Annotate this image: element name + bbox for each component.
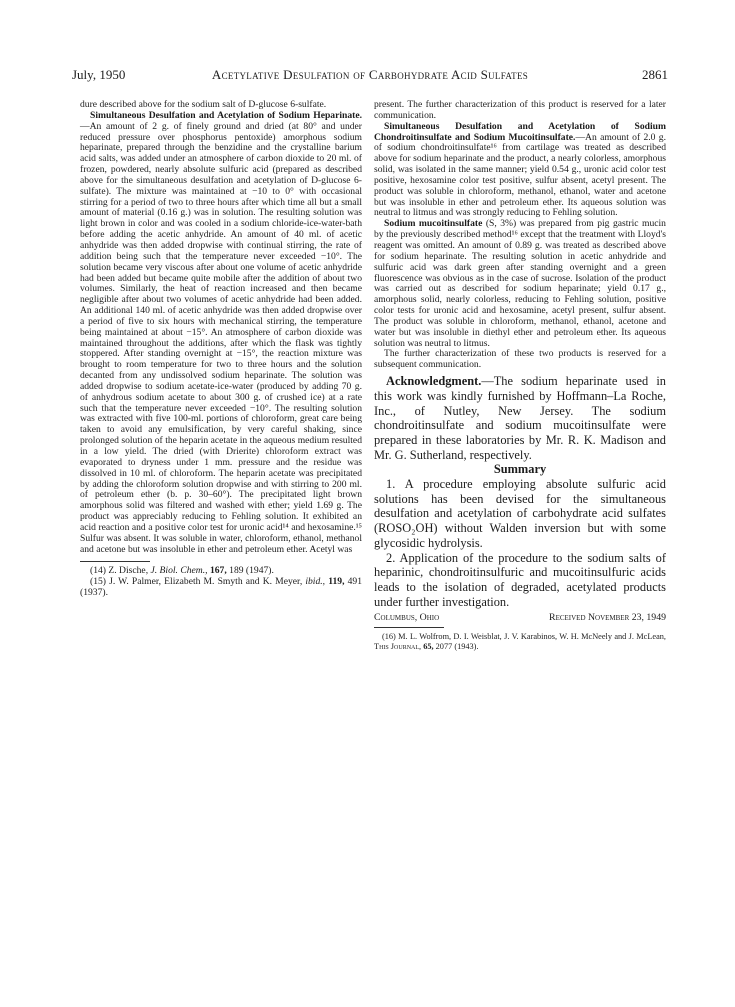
- signoff: [374, 612, 666, 623]
- paragraph-heparinate-body: —An amount of 2 g. of finely ground and dried (at 80° and under reduced pressure over phosphorus pentoxide) amorphous sodium heparinate, prepared through the benzidine and the crystalline barium acid salts, was added under an atmosphere of carbon dioxide to 20 ml. of frozen, powdered, nearly absolute sulfuric acid (prepared as described above for the simultaneous desulfation and acetylation of D-glucose 6-sulfate). The mixture was maintained at −10 to 0° with occasional stirring for a period of two to three hours after which time all but a small amount of material (0.16 g.) was in solution. The resulting solution was light brown in color and was cooled in a sodium chloride-ice-water-bath before adding the acetic anhydride. An amount of 40 ml. of acetic anhydride was then added dropwise with continual stirring, the rate of addition being such that the temperature never exceeded −10°. The solution became very viscous after about one volume of acetic anhydride had been added but became quite mobile after the addition of about two volumes. Similarly, the heat of reaction increased and then became negligible after about two volumes of acetic anhydride had been added. An additional 140 ml. of acetic anhydride was then added dropwise over a period of five to six hours with mechanical stirring, the temperature being maintained at about −15°. An atmosphere of carbon dioxide was maintained throughout the additions, after which the flask was tightly stoppered. After standing overnight at −15°, the reaction mixture was brought to room temperature for two to three hours and the solution decanted from any undissolved sodium heparinate. The solution was added dropwise to sodium acetate-ice-water (produced by adding 70 g. of anhydrous sodium acetate to about 300 g. of crushed ice) at a rate such that the temperature never exceeded −10°. The resulting solution was extracted with five 100-ml. portions of chloroform, great care being taken to avoid any emulsification, by very careful shaking, since prolonged solution of the heparin acetate in the aqueous medium resulted in a low yield. The dried (with Drierite) chloroform extract was evaporated to dryness under 1 mm. pressure and the residue was dissolved in 10 ml. of chloroform. The heparin acetate was precipitated by adding the chloroform solution dropwise and with stirring to 200 ml. of petroleum ether (b. p. 30–60°). The precipitated light brown amorphous solid was filtered and washed with ether; yield 1.69 g. The product was appreciably reducing to Fehling solution. It exhibited an acid reaction and a positive color test for uronic acid¹⁴ and hexosamine.¹⁵ Sulfur was absent. It was soluble in water, chloroform, ethanol, methanol and acetone but was insoluble in ether and petroleum ether. Acetyl was: [80, 120, 362, 555]
- acknowledgment: Acknowledgment.—The sodium heparinate used in this work was kindly furnished by Hoffmann–La Roche, Inc., of Nutley, New Jersey. The sodium chondroitinsulfate and sodium mucoitinsulfate were prepared in these laboratories by Mr. R. K. Madison and Mr. G. Sutherland, respectively.: [374, 374, 666, 462]
- paragraph-mucoitinsulfate: Sodium mucoitinsulfate (S, 3%) was prepared from pig gastric mucin by the previously described method¹⁶ except that the treatment with Lloyd's reagent was omitted. An amount of 0.89 g. was treated as described above for sodium heparinate. The resulting solution in acetic anhydride and sulfuric acid was dark green after standing overnight and a green fluorescence was obvious as in the case of sucrose. Isolation of the product was carried out as described for sodium heparinate; yield 0.17 g., amorphous solid, nearly colorless, reducing to Fehling solution, positive color tests for uronic acid and hexosamine, acetyl present, sulfur absent. The product was soluble in chloroform, methanol, ethanol, acetone and water but was insoluble in diethyl ether and petroleum ether. Its aqueous solution was neutral to litmus.: [374, 218, 666, 349]
- received-date: Received November 23, 1949: [549, 612, 666, 624]
- acknowledgment-heading: Acknowledgment.: [386, 374, 482, 389]
- footnote-rule-right: [374, 627, 444, 628]
- issue-date: July, 1950: [72, 67, 126, 82]
- summary-heading: Summary: [493, 462, 547, 477]
- page-number: 2861: [642, 67, 668, 82]
- paragraph-continuation-right: present. The further characterization of this product is reserved for a later communication.: [374, 99, 666, 121]
- paragraph-heparinate: [80, 111, 362, 556]
- footnote-16: (16) M. L. Wolfrom, D. I. Weisblat, J. V. Karabinos, W. H. McNeely and J. McLean, This Journal, 65, 2077 (1943).: [374, 632, 666, 652]
- paragraph-further-characterization: The further characterization of these two products is reserved for a subsequent communication.: [374, 348, 666, 371]
- running-header: [72, 66, 668, 84]
- right-small-text: [374, 100, 666, 371]
- section-heading-heparinate: Simultaneous Desulfation and Acetylation of Sodium Heparinate.: [90, 109, 362, 121]
- footnote-15: (15) J. W. Palmer, Elizabeth M. Smyth and K. Meyer, ibid., 119, 491 (1937).: [80, 576, 362, 599]
- footnote-rule: [80, 561, 150, 562]
- summary-item-2: 2. Application of the procedure to the sodium salts of heparinic, chondroitinsulfuric and mucoitinsulfuric acids leads to the isolation of degraded, acetylated products under further investigation.: [374, 550, 666, 609]
- right-large-text: [374, 374, 666, 609]
- paragraph-continuation: dure described above for the sodium salt of D-glucose 6-sulfate.: [80, 99, 327, 110]
- running-title: Acetylative Desulfation of Carbohydrate Acid Sulfates: [211, 67, 529, 82]
- left-column: [80, 100, 362, 599]
- right-column: [374, 100, 666, 652]
- summary-item-1: 1. A procedure employing absolute sulfuric acid solutions has been devised for the simultaneous desulfation and acetylation of carbohydrate acid sulfates (ROSO₂OH) without Walden inversion but with some glycosidic hydrolysis.: [374, 477, 666, 550]
- location: Columbus, Ohio: [374, 612, 440, 624]
- paragraph-chondroitinsulfate: Simultaneous Desulfation and Acetylation of Sodium Chondroitinsulfate and Sodium Mucoitinsulfate.—An amount of 2.0 g. of sodium chondroitinsulfate¹⁶ from cartilage was treated as described above for sodium heparinate and the product, a nearly colorless, amorphous solid, was isolated in the same manner; yield 0.54 g., uronic acid color test positive, hexosamine color test positive, sulfur absent, acetyl present. The product was soluble in chloroform, methanol, ethanol, water and acetone but was insoluble in ether and petroleum ether. Its aqueous solution was neutral to litmus and was strongly reducing to Fehling solution.: [374, 120, 666, 219]
- section-heading-chondroitinsulfate: Simultaneous Desulfation and Acetylation of Sodium Chondroitinsulfate and Sodium Mucoitinsulfate.: [374, 120, 666, 143]
- footnote-14: (14) Z. Dische, J. Biol. Chem., 167, 189 (1947).: [90, 565, 274, 577]
- section-heading-mucoitinsulfate: Sodium mucoitinsulfate: [384, 218, 483, 230]
